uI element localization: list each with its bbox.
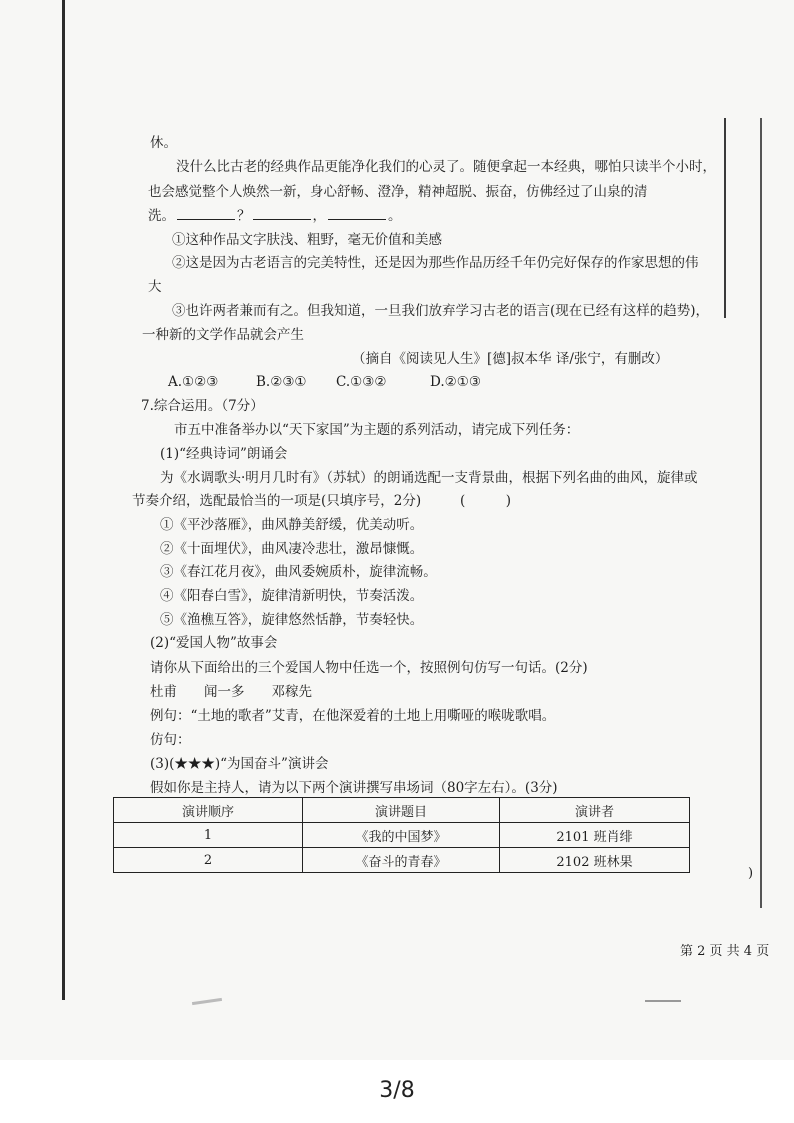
choice-c[interactable]: C.①③②: [336, 374, 387, 390]
task-heading: (1)“经典诗词”朗诵会: [160, 446, 288, 462]
question-intro: 市五中准备举办以“天下家国”为主题的系列活动，请完成下列任务：: [174, 422, 580, 438]
scan-smudge: [192, 998, 222, 1005]
imitate-label: 仿句：: [150, 732, 191, 748]
text: 洗。: [148, 208, 175, 224]
music-option: ②《十面埋伏》，曲风凄冷悲壮，激昂慷慨。: [160, 541, 424, 557]
answer-parenthesis[interactable]: ( ): [460, 493, 512, 509]
table-cell: 2102 班林果: [500, 848, 690, 873]
page-info: 第 2 页 共 4 页: [680, 944, 770, 959]
text-line: 休。: [150, 135, 177, 151]
text-line: 没什么比古老的经典作品更能净化我们的心灵了。随便拿起一本经典，哪怕只读半个小时，: [176, 159, 716, 175]
text-line: 也会感觉整个人焕然一新，身心舒畅、澄净，精神超脱、振奋，仿佛经过了山泉的清: [148, 184, 648, 200]
option-sentence: ③也许两者兼而有之。但我知道，一旦我们放弃学习古老的语言(现在已经有这样的趋势)，: [172, 303, 710, 319]
table-header-cell: 演讲顺序: [114, 798, 303, 823]
task-question: 为《水调歌头·明月几时有》（苏轼）的朗诵选配一支背景曲，根据下列名曲的曲风，旋律或: [160, 470, 698, 486]
margin-mark: ): [748, 866, 754, 881]
music-option: ④《阳春白雪》，旋律清新明快，节奏活泼。: [160, 588, 424, 604]
table-cell: 2: [114, 848, 303, 873]
task-heading: (2)“爱国人物”故事会: [150, 635, 278, 651]
scan-smudge: [645, 1000, 681, 1002]
choice-d[interactable]: D.②①③: [430, 374, 481, 390]
table-header-cell: 演讲题目: [303, 798, 500, 823]
scan-edge-far-right: [760, 118, 762, 908]
task-question: 假如你是主持人，请为以下两个演讲撰写串场词（80字左右）。(3分): [150, 780, 558, 796]
choice-a[interactable]: A.①②③: [168, 374, 219, 390]
table-cell: 2101 班肖绯: [500, 823, 690, 848]
table-row: [114, 823, 690, 848]
table-header-row: [114, 798, 690, 823]
speech-schedule-table: [113, 797, 690, 873]
answer-blank[interactable]: [177, 207, 235, 220]
table-row: [114, 848, 690, 873]
text-line: 一种新的文学作品就会产生: [142, 327, 304, 343]
text: 。: [388, 208, 402, 224]
music-option: ⑤《渔樵互答》，旋律悠然恬静，节奏轻快。: [160, 612, 424, 628]
task-heading: (3)(★★★)“为国奋斗”演讲会: [150, 756, 329, 772]
option-sentence: ②这是因为古老语言的完美特性，还是因为那些作品历经千年仍完好保存的作家思想的伟: [172, 255, 699, 271]
table-cell: 《奋斗的青春》: [303, 848, 500, 873]
source-citation: （摘自《阅读见人生》[德]叔本华 译/张宁，有删改）: [352, 351, 669, 367]
task-question: 请你从下面给出的三个爱国人物中任选一个，按照例句仿写一句话。(2分): [150, 660, 588, 676]
example-sentence: 例句：“土地的歌者”艾青，在他深爱着的土地上用嘶哑的喉咙歌唱。: [150, 708, 556, 724]
scan-edge-right: [724, 118, 726, 318]
option-sentence: ①这种作品文字肤浅、粗野，毫无价值和美感: [172, 232, 442, 248]
page-counter: 3/8: [379, 1078, 415, 1103]
text: ？: [237, 208, 251, 224]
text: ，: [312, 208, 326, 224]
music-option: ③《春江花月夜》，曲风委婉质朴，旋律流畅。: [160, 564, 437, 580]
people-list: 杜甫 闻一多 邓稼先: [150, 684, 312, 700]
music-option: ①《平沙落雁》，曲风静美舒缓，优美动听。: [160, 517, 424, 533]
table-cell: 《我的中国梦》: [303, 823, 500, 848]
text-line: 大: [148, 279, 162, 295]
fill-blank-line: [148, 207, 402, 225]
choice-b[interactable]: B.②③①: [256, 374, 307, 390]
task-question: 节奏介绍，选配最恰当的一项是(只填序号，2分): [132, 493, 422, 509]
answer-blank[interactable]: [328, 207, 386, 220]
question-heading: 7.综合运用。（7分）: [141, 398, 264, 414]
scan-edge-left: [62, 0, 65, 1000]
table-header-cell: 演讲者: [500, 798, 690, 823]
table-cell: 1: [114, 823, 303, 848]
answer-blank[interactable]: [253, 207, 311, 220]
